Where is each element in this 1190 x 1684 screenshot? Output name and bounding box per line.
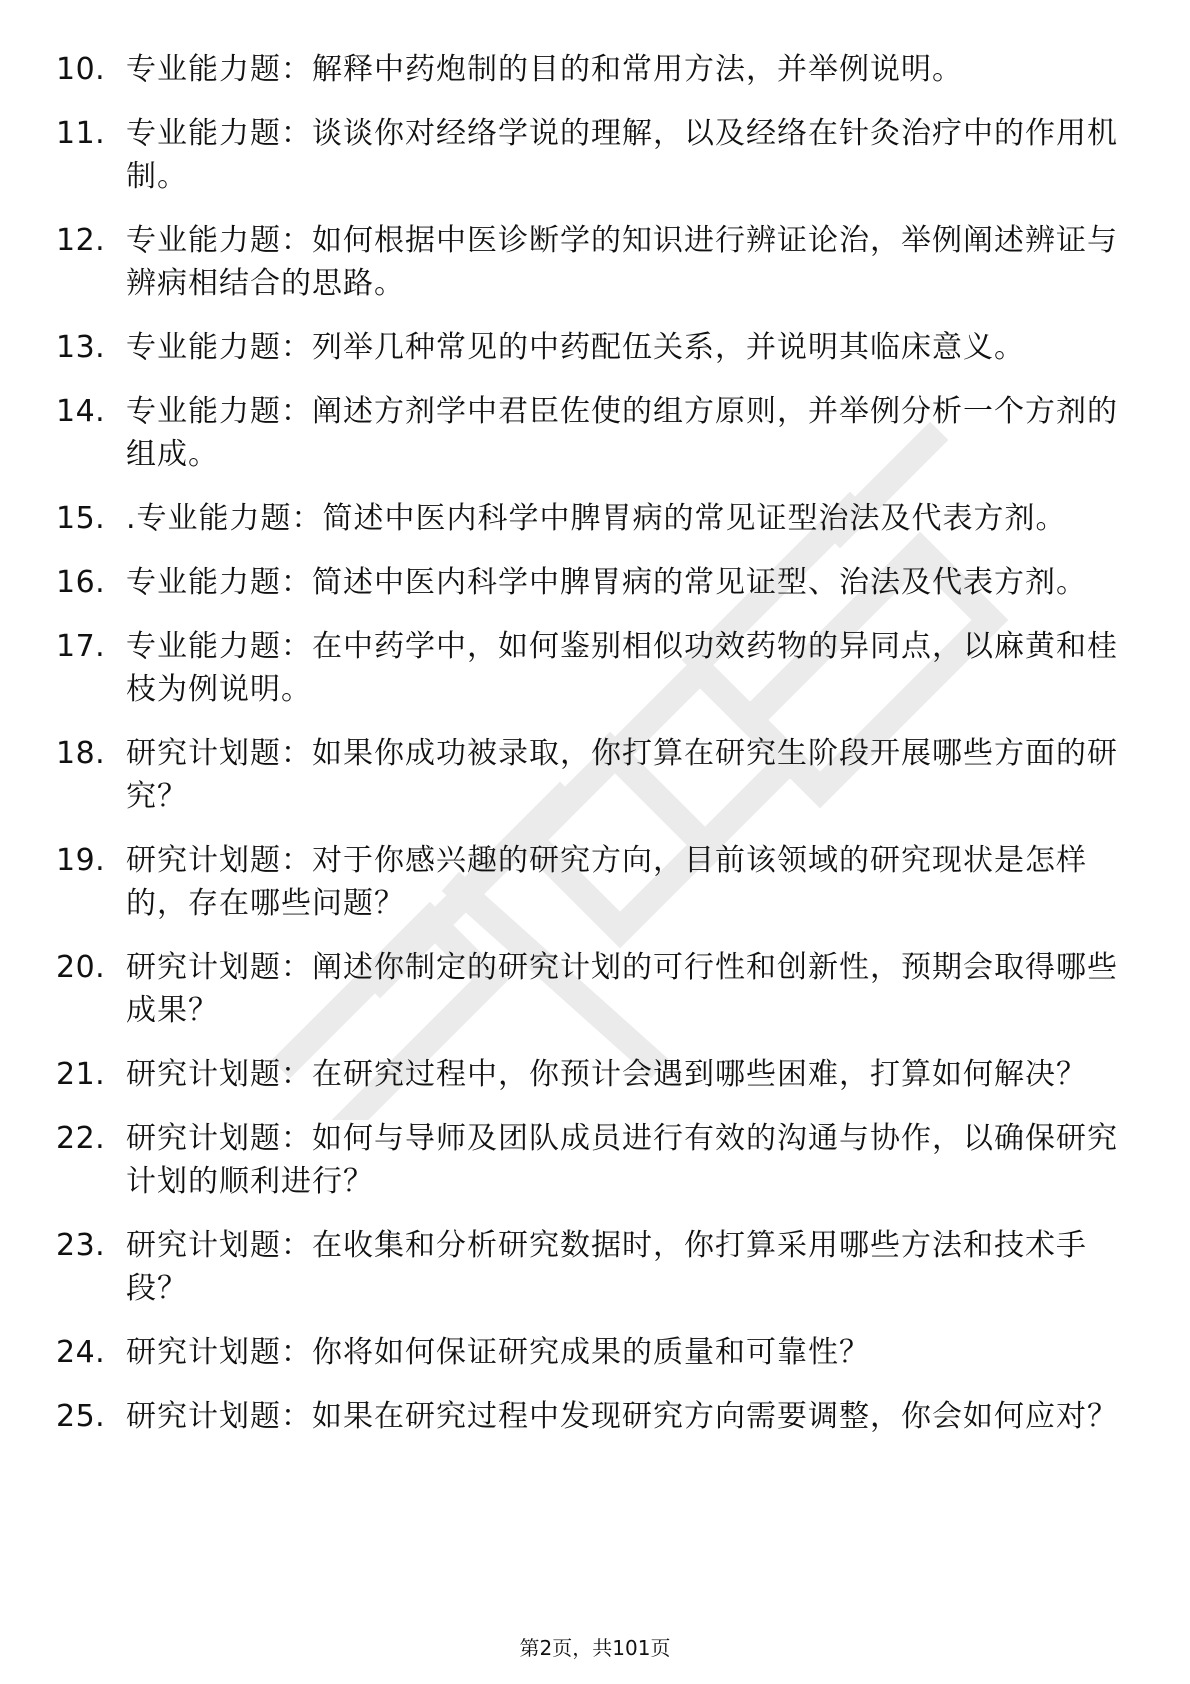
question-item: [56, 48, 1126, 91]
question-number: 20.: [56, 950, 106, 985]
question-item: [56, 1117, 1126, 1203]
question-number: 17.: [56, 629, 106, 664]
question-number: 10.: [56, 52, 106, 87]
question-text: 专业能力题：如何根据中医诊断学的知识进行辨证论治，举例阐述辨证与辨病相结合的思路。: [126, 223, 1118, 301]
question-list: [56, 48, 1126, 1459]
question-number: 11.: [56, 116, 106, 151]
question-text: 专业能力题：在中药学中，如何鉴别相似功效药物的异同点，以麻黄和桂枝为例说明。: [126, 629, 1118, 707]
question-number: 12.: [56, 223, 106, 258]
question-number: 15.: [56, 501, 106, 536]
question-item: [56, 1053, 1126, 1096]
question-text: 专业能力题：简述中医内科学中脾胃病的常见证型、治法及代表方剂。: [126, 565, 1087, 600]
question-item: [56, 390, 1126, 476]
question-number: 18.: [56, 736, 106, 771]
question-number: 19.: [56, 843, 106, 878]
question-text: 专业能力题：阐述方剂学中君臣佐使的组方原则，并举例分析一个方剂的组成。: [126, 394, 1118, 472]
question-text: 研究计划题：如果在研究过程中发现研究方向需要调整，你会如何应对？: [126, 1399, 1118, 1434]
question-text: 研究计划题：阐述你制定的研究计划的可行性和创新性，预期会取得哪些成果？: [126, 950, 1118, 1028]
question-item: [56, 1395, 1126, 1438]
question-number: 16.: [56, 565, 106, 600]
question-text: 研究计划题：你将如何保证研究成果的质量和可靠性？: [126, 1335, 870, 1370]
question-number: 23.: [56, 1228, 106, 1263]
question-text: 研究计划题：在研究过程中，你预计会遇到哪些困难，打算如何解决？: [126, 1057, 1087, 1092]
question-item: [56, 625, 1126, 711]
question-text: 研究计划题：在收集和分析研究数据时，你打算采用哪些方法和技术手段？: [126, 1228, 1087, 1306]
question-number: 22.: [56, 1121, 106, 1156]
question-number: 21.: [56, 1057, 106, 1092]
question-number: 14.: [56, 394, 106, 429]
question-text: .专业能力题：简述中医内科学中脾胃病的常见证型治法及代表方剂。: [126, 501, 1067, 536]
question-number: 24.: [56, 1335, 106, 1370]
question-item: [56, 112, 1126, 198]
question-item: [56, 1224, 1126, 1310]
question-item: [56, 1331, 1126, 1374]
question-number: 13.: [56, 330, 106, 365]
page-footer: 第2页，共101页: [519, 1636, 671, 1660]
question-text: 研究计划题：如何与导师及团队成员进行有效的沟通与协作，以确保研究计划的顺利进行？: [126, 1121, 1118, 1199]
question-text: 专业能力题：列举几种常见的中药配伍关系，并说明其临床意义。: [126, 330, 1025, 365]
question-text: 专业能力题：谈谈你对经络学说的理解，以及经络在针灸治疗中的作用机制。: [126, 116, 1118, 194]
question-text: 研究计划题：如果你成功被录取，你打算在研究生阶段开展哪些方面的研究？: [126, 736, 1118, 814]
question-item: [56, 561, 1126, 604]
question-item: [56, 219, 1126, 305]
question-text: 研究计划题：对于你感兴趣的研究方向，目前该领域的研究现状是怎样的，存在哪些问题？: [126, 843, 1087, 921]
question-item: [56, 326, 1126, 369]
question-number: 25.: [56, 1399, 106, 1434]
question-item: [56, 732, 1126, 818]
question-item: [56, 497, 1126, 540]
question-item: [56, 839, 1126, 925]
question-item: [56, 946, 1126, 1032]
question-text: 专业能力题：解释中药炮制的目的和常用方法，并举例说明。: [126, 52, 963, 87]
